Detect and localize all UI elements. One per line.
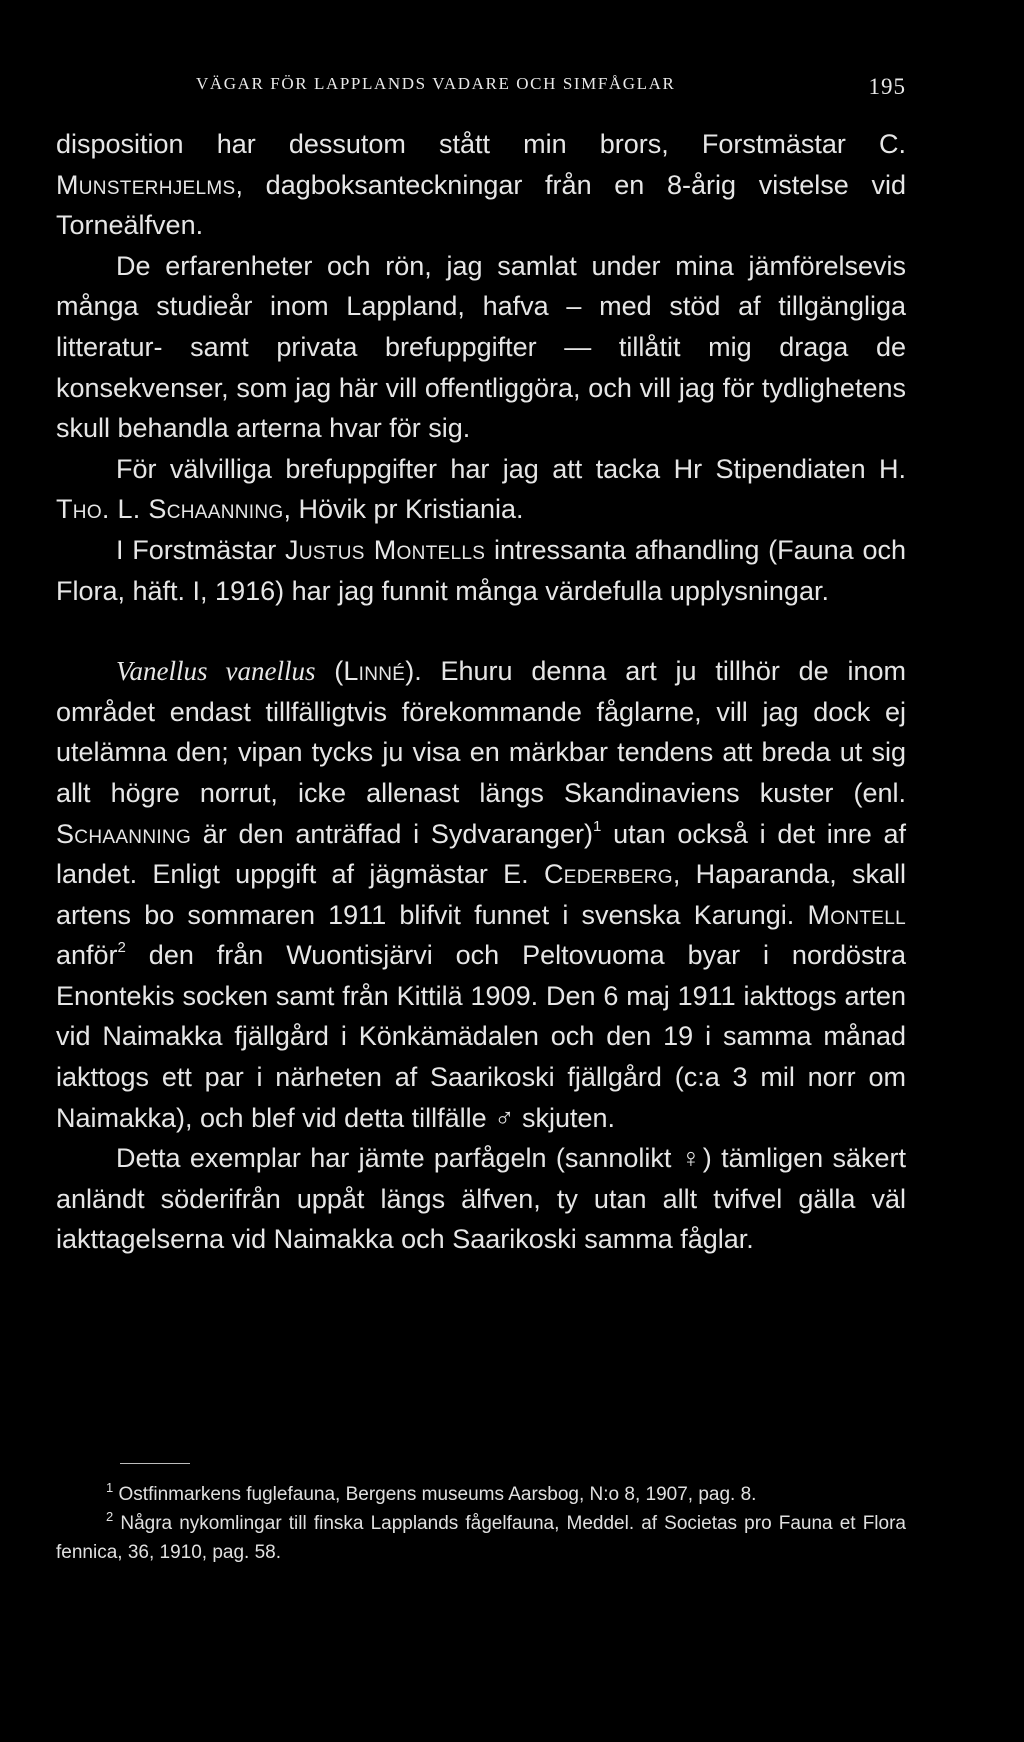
- person-name: Schaanning: [56, 818, 192, 849]
- person-name: Justus Montells: [285, 534, 486, 565]
- footnote-1: [56, 1480, 906, 1509]
- text-run: ). Ehuru denna art ju tillhör de inom området endast tillfälligtvis förekommande fåglarne, vill jag dock ej utelämna den; vipan tycks ju visa en märkbar tendens att breda ut sig allt högre norrut, icke allenast längs Skandinaviens kuster (enl.: [56, 656, 906, 808]
- footnote-ref: 1: [593, 817, 602, 835]
- page-header: [56, 74, 906, 102]
- section-gap: [56, 611, 906, 651]
- text-run: (: [315, 656, 344, 687]
- text-run: den från Wuontisjärvi och Peltovuoma byar i nordöstra Enontekis socken samt från Kittilä 1909. Den 6 maj 1911 iakttogs arten vid Naimakka fjällgård i Könkämädalen och den 19 i samma månad iakttogs ett par i närheten af Saarikoski fjällgård (c:a 3 mil norr om Naimakka), och blef vid detta tillfälle: [56, 940, 906, 1133]
- footnote-marker: 2: [106, 1509, 114, 1524]
- paragraph-4: [56, 530, 906, 611]
- paragraph-2: De erfarenheter och rön, jag samlat under mina jämförelsevis många studieår inom Lappland, hafva – med stöd af tillgängliga litteratur- samt privata brefuppgifter — tillåtit mig draga de konsekvenser, som jag här vill offentliggöra, och vill jag för tydlighetens skull behandla arterna hvar för sig.: [56, 250, 906, 444]
- footnote-ref: 2: [117, 939, 126, 957]
- text-run: disposition har dessutom stått min brors, Forstmästar C.: [56, 129, 906, 159]
- footnote-marker: 1: [106, 1480, 114, 1495]
- text-run: I Forstmästar: [116, 534, 286, 565]
- text-run: utan också i det inre af landet. Enligt uppgift af jägmästar E.: [56, 818, 906, 890]
- female-symbol: ♀: [680, 1143, 703, 1174]
- person-name: Cederberg: [543, 859, 673, 890]
- text-run: intressanta afhandling (Fauna och Flora, häft. I, 1916) har jag funnit många värdefulla upplysningar.: [56, 534, 906, 606]
- text-run: För välvilliga brefuppgifter har jag att tacka Hr Stipendiaten H.: [116, 453, 906, 484]
- text-run: anför: [56, 940, 118, 971]
- running-title: VÄGAR FÖR LAPPLANDS VADARE OCH SIMFÅGLAR: [196, 74, 676, 93]
- person-name: Munsterhjelms: [56, 169, 236, 200]
- paragraph-6: [56, 1138, 906, 1260]
- person-name: Montell: [807, 899, 906, 930]
- species-name: Vanellus vanellus: [116, 656, 316, 687]
- footnote-text: Några nykomlingar till finska Lapplands fågelfauna, Meddel. af Societas pro Fauna et Flora fennica, 36, 1910, pag. 58.: [56, 1513, 906, 1563]
- text-run: skjuten.: [514, 1102, 616, 1133]
- footnote-text: Ostfinmarkens fuglefauna, Bergens museums Aarsbog, N:o 8, 1907, pag. 8.: [113, 1484, 757, 1505]
- text-run: , Haparanda, skall artens bo sommaren 1911 blifvit funnet i svenska Karungi.: [56, 859, 907, 930]
- paragraph-3: [56, 449, 906, 530]
- male-symbol: ♂: [494, 1102, 515, 1133]
- footnote-2: [56, 1509, 906, 1567]
- page-number: 195: [868, 74, 906, 99]
- paragraph-1: [56, 124, 906, 246]
- body-text: [56, 124, 906, 1260]
- paragraph-species-vanellus: [56, 651, 906, 1138]
- text-run: , dagboksanteckningar från en 8-årig vistelse vid Torneälfven.: [56, 169, 906, 241]
- footnotes: [56, 1480, 906, 1567]
- text-run: , Hövik pr Kristiania.: [283, 494, 524, 525]
- text-run: ) tämligen säkert anländt söderifrån uppåt längs älfven, ty utan allt tvifvel gälla väl iakttagelserna vid Naimakka och Saarikoski samma fåglar.: [56, 1143, 907, 1255]
- person-name: Tho. L. Schaanning: [56, 494, 284, 525]
- species-author: Linné: [343, 656, 406, 687]
- footnote-divider: [120, 1463, 190, 1464]
- text-run: Detta exemplar har jämte parfågeln (sannolikt: [116, 1143, 681, 1174]
- text-run: är den anträffad i Sydvaranger): [191, 818, 593, 849]
